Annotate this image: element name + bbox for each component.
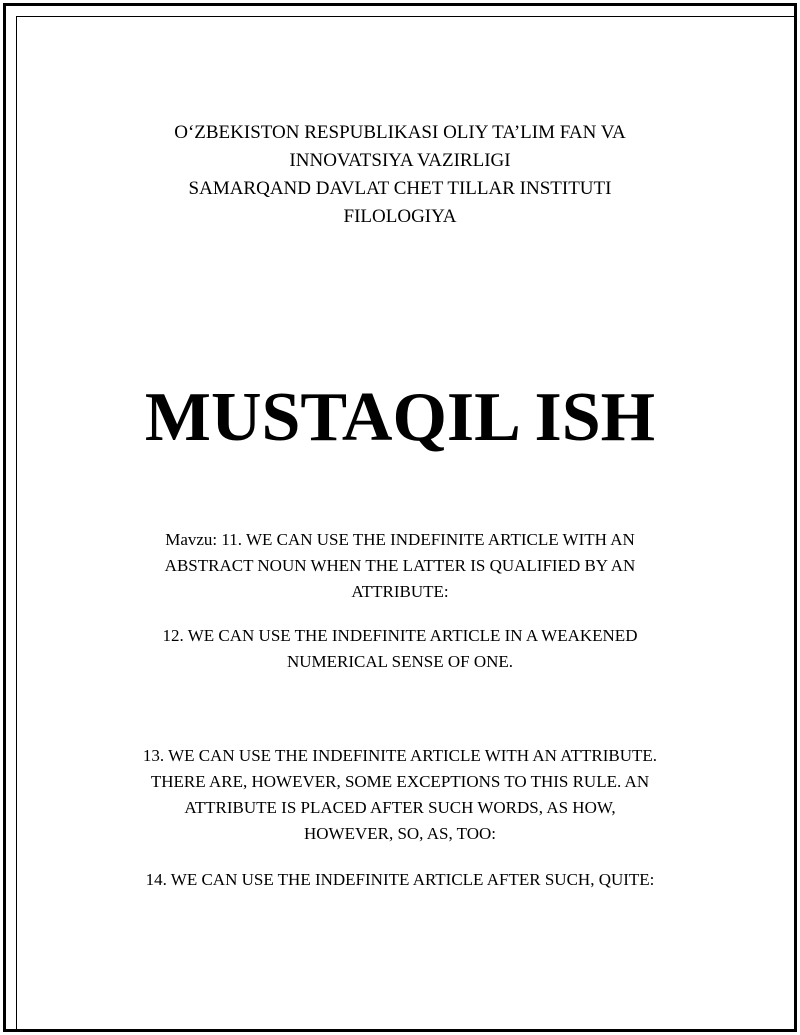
topic-line: THERE ARE, HOWEVER, SOME EXCEPTIONS TO THIS RULE. AN <box>150 772 650 791</box>
topic-line: ATTRIBUTE IS PLACED AFTER SUCH WORDS, AS HOW, <box>184 798 616 817</box>
topic-12 <box>100 623 700 675</box>
topic-line: ABSTRACT NOUN WHEN THE LATTER IS QUALIFIED BY AN <box>164 556 636 575</box>
header-line: FILOLOGIYA <box>343 206 457 227</box>
topic-line: 14. WE CAN USE THE INDEFINITE ARTICLE AFTER SUCH, QUITE: <box>145 870 655 889</box>
topic-line: ATTRIBUTE: <box>351 582 449 601</box>
page-title: MUSTAQIL ISH <box>144 379 656 456</box>
topic-line: NUMERICAL SENSE OF ONE. <box>286 652 514 671</box>
header-line: INNOVATSIYA VAZIRLIGI <box>289 150 511 171</box>
topic-13 <box>100 743 700 847</box>
topic-line: Mavzu: 11. WE CAN USE THE INDEFINITE ARTICLE WITH AN <box>165 530 635 549</box>
topic-14 <box>100 867 700 893</box>
topic-11 <box>100 527 700 605</box>
institution-header <box>0 119 800 231</box>
topic-line: 12. WE CAN USE THE INDEFINITE ARTICLE IN A WEAKENED <box>162 626 638 645</box>
header-line: SAMARQAND DAVLAT CHET TILLAR INSTITUTI <box>188 178 612 199</box>
topic-line: HOWEVER, SO, AS, TOO: <box>303 824 497 843</box>
topic-line: 13. WE CAN USE THE INDEFINITE ARTICLE WITH AN ATTRIBUTE. <box>142 746 658 765</box>
header-line: O‘ZBEKISTON RESPUBLIKASI OLIY TA’LIM FAN VA <box>174 122 626 143</box>
